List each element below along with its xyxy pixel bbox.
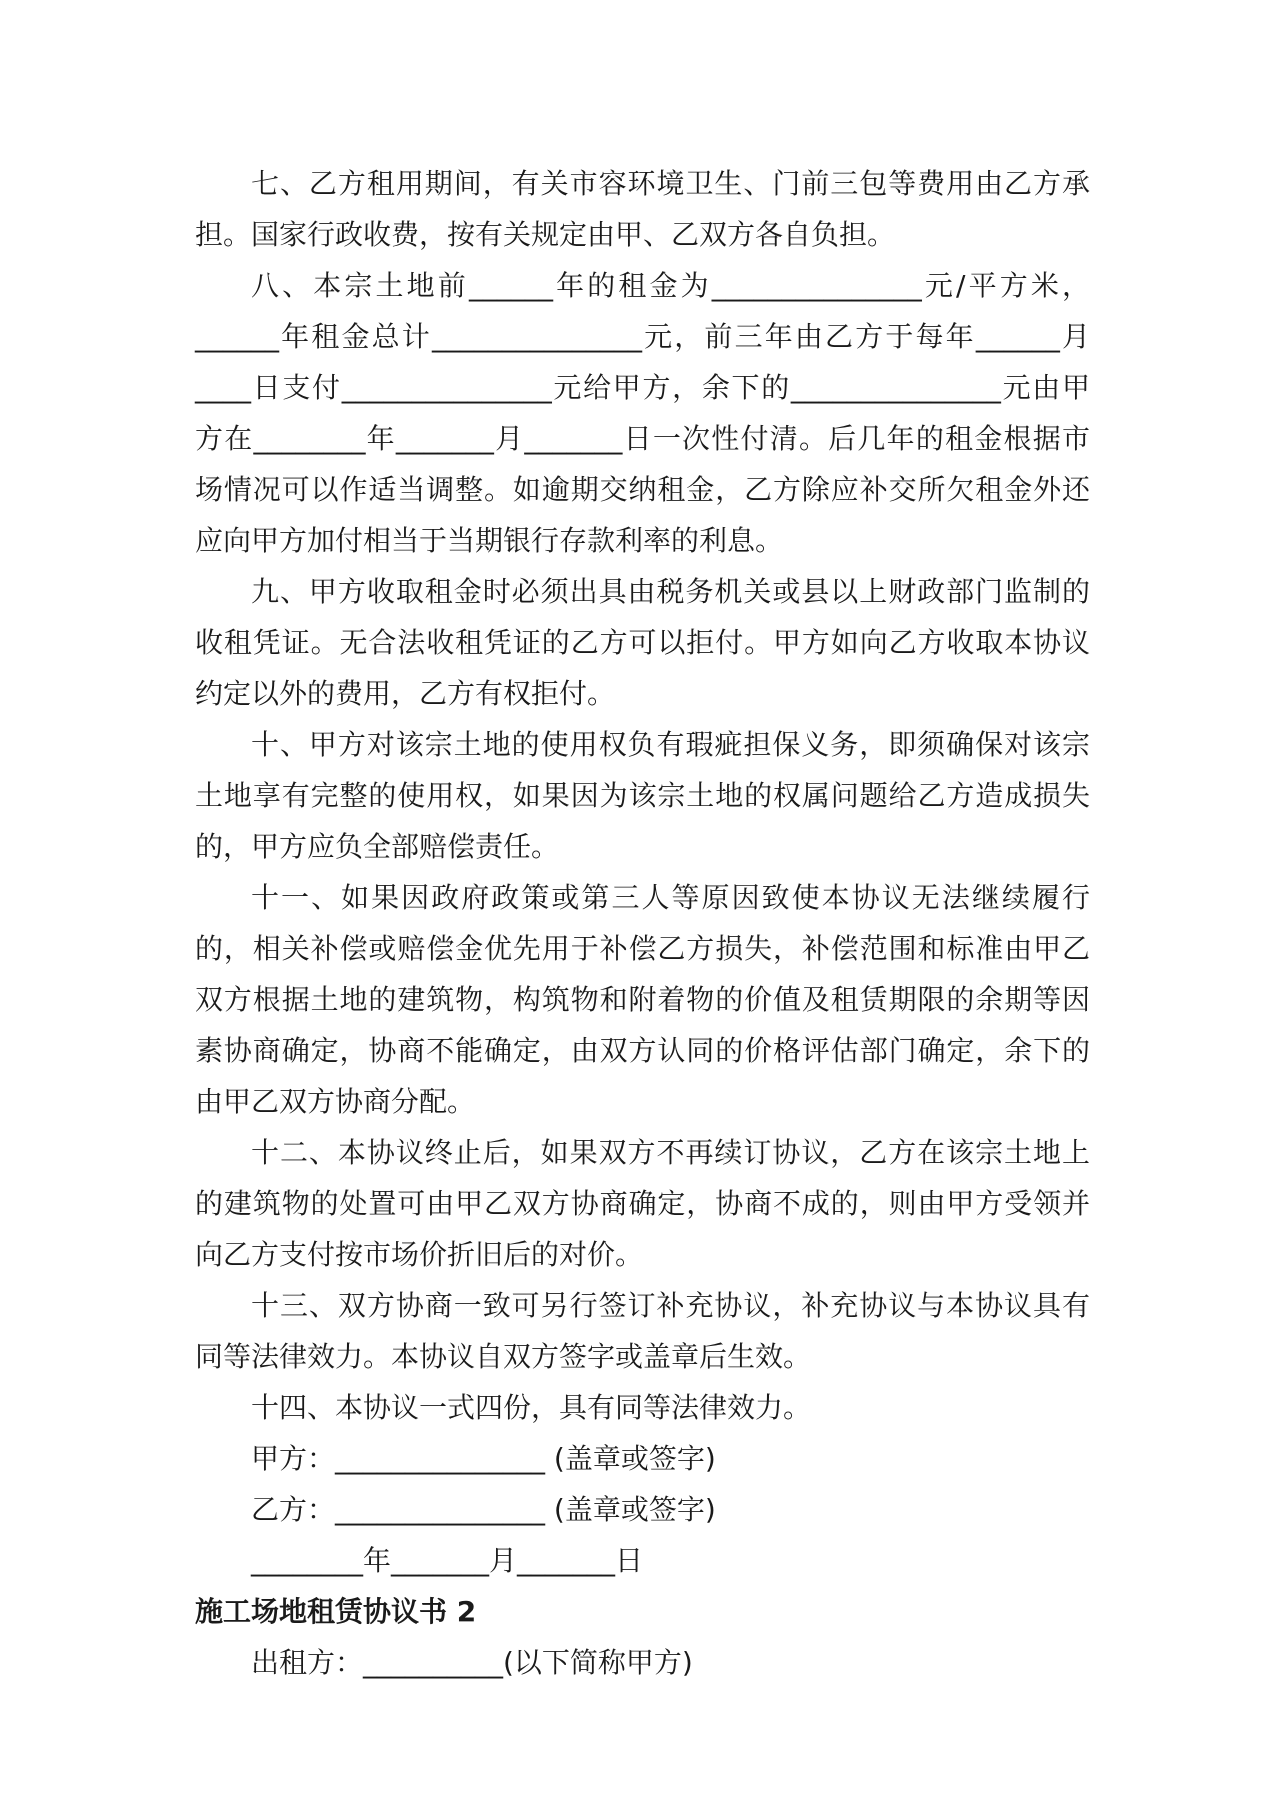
clause-9: 九、甲方收取租金时必须出具由税务机关或县以上财政部门监制的收租凭证。无合法收租凭证的乙方可以拒付。甲方如向乙方收取本协议约定以外的费用，乙方有权拒付。 <box>195 575 1090 710</box>
clause-14: 十四、本协议一式四份，具有同等法律效力。 <box>251 1391 812 1424</box>
signature-date: ________年_______月_______日 <box>251 1544 644 1577</box>
party-a-signature: 甲方：_______________ (盖章或签字) <box>251 1442 716 1475</box>
clause-7: 七、乙方租用期间，有关市容环境卫生、门前三包等费用由乙方承担。国家行政收费，按有关规定由甲、乙双方各自负担。 <box>195 167 1090 251</box>
party-b-signature: 乙方：_______________ (盖章或签字) <box>251 1493 716 1526</box>
clause-11: 十一、如果因政府政策或第三人等原因致使本协议无法继续履行的，相关补偿或赔偿金优先用于补偿乙方损失，补偿范围和标准由甲乙双方根据土地的建筑物，构筑物和附着物的价值及租赁期限的余期等因素协商确定，协商不能确定，由双方认同的价格评估部门确定，余下的由甲乙双方协商分配。 <box>195 881 1090 1118</box>
clause-8: 八、本宗土地前______年的租金为_______________元/平方米，______年租金总计_______________元，前三年由乙方于每年______月____日支付_______________元给甲方，余下的_______________元由甲方在________年_______月_______日一次性付清。后几年的租金根据市场情况可以作适当调整。如逾期交纳租金，乙方除应补交所欠租金外还应向甲方加付相当于当期银行存款利率的利息。 <box>195 269 1090 557</box>
section-title: 施工场地租赁协议书 2 <box>195 1595 477 1628</box>
clause-12: 十二、本协议终止后，如果双方不再续订协议，乙方在该宗土地上的建筑物的处置可由甲乙双方协商确定，协商不成的，则由甲方受领并向乙方支付按市场价折旧后的对价。 <box>195 1136 1090 1271</box>
clause-10: 十、甲方对该宗土地的使用权负有瑕疵担保义务，即须确保对该宗土地享有完整的使用权，如果因为该宗土地的权属问题给乙方造成损失的，甲方应负全部赔偿责任。 <box>195 728 1090 863</box>
document-body <box>195 158 1090 1688</box>
clause-13: 十三、双方协商一致可另行签订补充协议，补充协议与本协议具有同等法律效力。本协议自双方签字或盖章后生效。 <box>195 1289 1090 1373</box>
lessor-line: 出租方：__________(以下简称甲方) <box>251 1646 693 1679</box>
